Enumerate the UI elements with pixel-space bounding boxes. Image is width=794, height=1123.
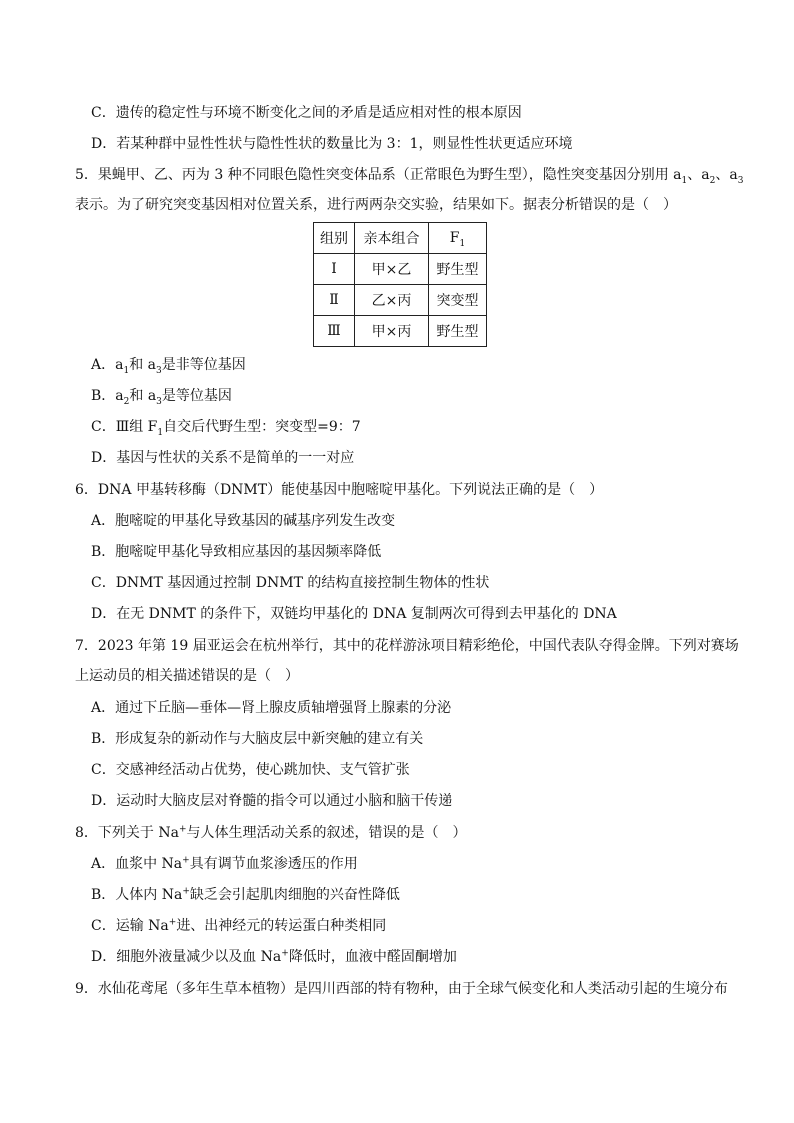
q8-option-d	[91, 947, 457, 967]
table-cell: 野生型	[429, 316, 487, 347]
q8-option-b	[91, 885, 400, 905]
q5-stem-text: 5．果蝇甲、乙、丙为 3 种不同眼色隐性突变体品系（正常眼色为野生型），隐性突变基因分别用 a	[75, 167, 682, 183]
subscript: 3	[737, 175, 744, 186]
option-text: B．人体内 Na	[91, 887, 183, 903]
option-text: 降低时，血液中醛固酮增加	[288, 949, 457, 965]
q8-stem	[75, 823, 467, 843]
table-cell: 乙×丙	[355, 285, 429, 316]
option-text: 自交后代野生型：突变型=9：7	[163, 419, 361, 435]
table-header-cell: 组别	[314, 223, 355, 254]
option-text: A．a	[91, 357, 124, 373]
q7-option-d: D．运动时大脑皮层对脊髓的指令可以通过小脑和脑干传递	[91, 793, 453, 809]
table-cell: Ⅲ	[314, 316, 355, 347]
option-text: C．运输 Na	[91, 918, 169, 934]
subscript: 1	[459, 238, 466, 249]
superscript: +	[168, 917, 177, 928]
q5-stem-line2: 表示。为了研究突变基因相对位置关系，进行两两杂交实验，结果如下。据表分析错误的是（ ）	[75, 197, 677, 213]
table-header-row	[314, 223, 487, 254]
q6-stem: 6．DNA 甲基转移酶（DNMT）能使基因中胞嘧啶甲基化。下列说法正确的是（ ）	[75, 482, 604, 498]
superscript: +	[178, 824, 187, 835]
option-text: D．细胞外液量减少以及血 Na	[91, 949, 282, 965]
table-cell: 甲×丙	[355, 316, 429, 347]
q5-option-a	[91, 355, 246, 375]
header-text: F	[449, 230, 460, 246]
q5-cross-table	[313, 222, 487, 347]
subscript: 3	[156, 396, 162, 407]
table-row	[314, 316, 487, 347]
table-cell: 甲×乙	[355, 254, 429, 285]
option-text: C．Ⅲ组 F	[91, 419, 158, 435]
q4-option-c: C．遗传的稳定性与环境不断变化之间的矛盾是适应相对性的根本原因	[91, 105, 522, 121]
stem-text: 与人体生理活动关系的叙述，错误的是（ ）	[186, 825, 467, 841]
q5-stem-line1	[75, 165, 743, 185]
table-cell: 野生型	[429, 254, 487, 285]
q8-option-c	[91, 916, 386, 936]
option-text: 进、出神经元的转运蛋白种类相同	[176, 918, 387, 934]
q7-stem-line1: 7．2023 年第 19 届亚运会在杭州举行，其中的花样游泳项目精彩绝伦，中国代表队夺得金牌。下列对赛场	[75, 638, 739, 654]
superscript: +	[281, 948, 289, 959]
option-text: A．血浆中 Na	[91, 856, 183, 872]
table-cell: Ⅰ	[314, 254, 355, 285]
subscript: 1	[157, 427, 164, 438]
subscript: 2	[709, 175, 716, 186]
option-text: 是等位基因	[161, 388, 232, 404]
q7-option-a: A．通过下丘脑—垂体—肾上腺皮质轴增强肾上腺素的分泌	[91, 700, 452, 716]
q8-option-a	[91, 854, 358, 874]
q4-option-d: D．若某种群中显性性状与隐性性状的数量比为 3：1，则显性性状更适应环境	[91, 136, 573, 152]
subscript: 3	[156, 365, 162, 376]
q7-option-b: B．形成复杂的新动作与大脑皮层中新突触的建立有关	[91, 731, 424, 747]
option-text: 具有调节血浆渗透压的作用	[189, 856, 358, 872]
q6-option-a: A．胞嘧啶的甲基化导致基因的碱基序列发生改变	[91, 513, 396, 529]
q5-stem-text: 、a	[687, 167, 710, 183]
superscript: +	[182, 886, 190, 897]
q6-option-d: D．在无 DNMT 的条件下，双链均甲基化的 DNA 复制两次可得到去甲基化的 DNA	[91, 606, 617, 622]
q9-stem: 9．水仙花鸢尾（多年生草本植物）是四川西部的特有物种，由于全球气候变化和人类活动引起的生境分布	[75, 981, 728, 997]
q5-option-c	[91, 417, 361, 437]
option-text: B．a	[91, 388, 124, 404]
table-header-cell: 亲本组合	[355, 223, 429, 254]
option-text: 和 a	[129, 357, 156, 373]
subscript: 1	[681, 175, 688, 186]
table-header-cell	[429, 223, 487, 254]
superscript: +	[182, 855, 190, 866]
table-row	[314, 254, 487, 285]
q5-stem-text: 、a	[715, 167, 738, 183]
stem-text: 8．下列关于 Na	[75, 825, 179, 841]
q6-option-b: B．胞嘧啶甲基化导致相应基因的基因频率降低	[91, 544, 382, 560]
q7-stem-line2: 上运动员的相关描述错误的是（ ）	[75, 668, 299, 684]
option-text: 和 a	[129, 388, 157, 404]
subscript: 1	[123, 365, 130, 376]
q5-option-d: D．基因与性状的关系不是简单的一一对应	[91, 450, 355, 466]
table-cell: 突变型	[429, 285, 487, 316]
option-text: 缺乏会引起肌肉细胞的兴奋性降低	[189, 887, 400, 903]
q5-option-b	[91, 386, 232, 406]
q6-option-c: C．DNMT 基因通过控制 DNMT 的结构直接控制生物体的性状	[91, 575, 490, 591]
subscript: 2	[123, 396, 130, 407]
option-text: 是非等位基因	[161, 357, 246, 373]
table-row	[314, 285, 487, 316]
table-cell: Ⅱ	[314, 285, 355, 316]
q7-option-c: C．交感神经活动占优势，使心跳加快、支气管扩张	[91, 762, 410, 778]
